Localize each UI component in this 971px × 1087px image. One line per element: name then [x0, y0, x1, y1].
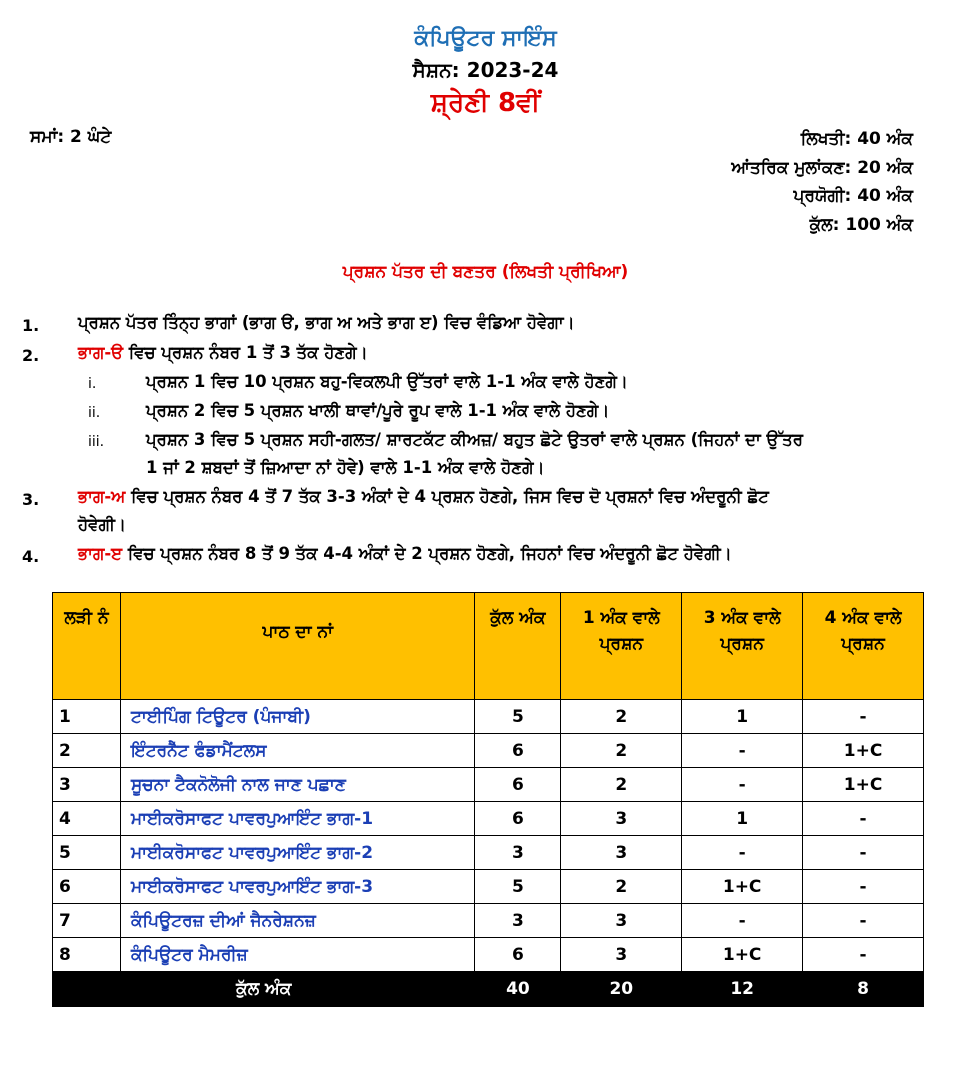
cell-four-mark: - [803, 904, 924, 938]
cell-serial: 3 [53, 768, 121, 802]
class-label: ਸ਼੍ਰੇਣੀ 8ਵੀਂ [430, 88, 541, 118]
table-header-row [53, 593, 924, 700]
table-row [53, 700, 924, 734]
marks-practical: ਪ੍ਰਯੋਗੀ: 40 ਅੰਕ [793, 186, 913, 206]
sub-item-number: iii. [88, 434, 105, 450]
table-row [53, 870, 924, 904]
cell-three-mark: 1 [682, 700, 803, 734]
sub-item-1: ਪ੍ਰਸ਼ਨ 1 ਵਿਚ 10 ਪ੍ਰਸ਼ਨ ਬਹੁ-ਵਿਕਲਪੀ ਉੱਤਰਾਂ ਵਾਲੇ 1-1 ਅੰਕ ਵਾਲੇ ਹੋਣਗੇ। [146, 372, 628, 391]
cell-total: 3 [475, 836, 561, 870]
cell-one-mark: 3 [561, 802, 682, 836]
table-row [53, 904, 924, 938]
marks-internal: ਆਂਤਰਿਕ ਮੁਲਾਂਕਣ: 20 ਅੰਕ [731, 157, 913, 178]
cell-four-mark: - [803, 700, 924, 734]
cell-serial: 5 [53, 836, 121, 870]
part-b-label: ਭਾਗ-ਅ [78, 487, 126, 506]
cell-three-mark: 1+C [682, 938, 803, 972]
total-three-mark: 12 [682, 972, 803, 1007]
sub-item-3-line2: 1 ਜਾਂ 2 ਸ਼ਬਦਾਂ ਤੋਂ ਜ਼ਿਆਦਾ ਨਾਂ ਹੋਵੇ) ਵਾਲੇ 1-1 ਅੰਕ ਵਾਲੇ ਹੋਣਗੇ। [146, 458, 545, 477]
cell-total: 3 [475, 904, 561, 938]
marks-breakdown [731, 125, 913, 239]
instruction-item-2 [78, 343, 368, 363]
header-three-mark: 3 ਅੰਕ ਵਾਲੇ ਪ੍ਰਸ਼ਨ [682, 593, 803, 700]
cell-total: 5 [475, 870, 561, 904]
sub-item-number: ii. [88, 405, 101, 421]
cell-serial: 8 [53, 938, 121, 972]
sub-item-number: i. [88, 376, 97, 392]
header-one-mark: 1 ਅੰਕ ਵਾਲੇ ਪ੍ਰਸ਼ਨ [561, 593, 682, 700]
cell-serial: 2 [53, 734, 121, 768]
header-four-mark: 4 ਅੰਕ ਵਾਲੇ ਪ੍ਰਸ਼ਨ [803, 593, 924, 700]
cell-lesson: ਇੰਟਰਨੈੱਟ ਫੰਡਾਮੈਂਟਲਸ [120, 734, 475, 768]
cell-one-mark: 3 [561, 938, 682, 972]
sub-item-2: ਪ੍ਰਸ਼ਨ 2 ਵਿਚ 5 ਪ੍ਰਸ਼ਨ ਖਾਲੀ ਥਾਵਾਂ/ਪੂਰੇ ਰੂਪ ਵਾਲੇ 1-1 ਅੰਕ ਵਾਲੇ ਹੋਣਗੇ। [146, 401, 610, 420]
instruction-number: 1. [22, 316, 40, 335]
total-row [53, 972, 924, 1007]
header-total: ਕੁੱਲ ਅੰਕ [475, 593, 561, 700]
cell-lesson: ਕੰਪਿਊਟਰਜ਼ ਦੀਆਂ ਜੈਨਰੇਸ਼ਨਜ਼ [120, 904, 475, 938]
subject-title: ਕੰਪਿਊਟਰ ਸਾਇੰਸ [414, 26, 557, 51]
time-duration: ਸਮਾਂ: 2 ਘੰਟੇ [30, 127, 112, 147]
sub-item-3-line1: ਪ੍ਰਸ਼ਨ 3 ਵਿਚ 5 ਪ੍ਰਸ਼ਨ ਸਹੀ-ਗਲਤ/ ਸ਼ਾਰਟਕੱਟ ਕੀਅਜ਼/ ਬਹੁਤ ਛੋਟੇ ਉਤਰਾਂ ਵਾਲੇ ਪ੍ਰਸ਼ਨ (ਜਿਹਨਾਂ ਦਾ ਉੱਤਰ [146, 430, 803, 449]
instruction-number: 4. [22, 547, 40, 566]
cell-total: 6 [475, 938, 561, 972]
table-row [53, 768, 924, 802]
cell-four-mark: 1+C [803, 734, 924, 768]
cell-lesson: ਮਾਈਕਰੋਸਾਫਟ ਪਾਵਰਪੁਆਇੰਟ ਭਾਗ-2 [120, 836, 475, 870]
cell-serial: 4 [53, 802, 121, 836]
total-label: ਕੁੱਲ ਅੰਕ [53, 972, 475, 1007]
instruction-text: ਵਿਚ ਪ੍ਰਸ਼ਨ ਨੰਬਰ 1 ਤੋਂ 3 ਤੱਕ ਹੋਣਗੇ। [123, 343, 368, 362]
cell-three-mark: 1 [682, 802, 803, 836]
cell-serial: 7 [53, 904, 121, 938]
cell-lesson: ਮਾਈਕਰੋਸਾਫਟ ਪਾਵਰਪੁਆਇੰਟ ਭਾਗ-1 [120, 802, 475, 836]
cell-total: 6 [475, 734, 561, 768]
cell-one-mark: 2 [561, 768, 682, 802]
instruction-text: ਵਿਚ ਪ੍ਰਸ਼ਨ ਨੰਬਰ 4 ਤੋਂ 7 ਤੱਕ 3-3 ਅੰਕਾਂ ਦੇ 4 ਪ੍ਰਸ਼ਨ ਹੋਣਗੇ, ਜਿਸ ਵਿਚ ਦੋ ਪ੍ਰਸ਼ਨਾਂ ਵਿਚ ਅੰਦਰੂਨੀ ਛੋਟ [125, 487, 769, 506]
cell-four-mark: - [803, 836, 924, 870]
table-row [53, 802, 924, 836]
cell-four-mark: - [803, 802, 924, 836]
cell-total: 6 [475, 768, 561, 802]
cell-three-mark: 1+C [682, 870, 803, 904]
marks-written: ਲਿਖਤੀ: 40 ਅੰਕ [800, 129, 913, 149]
instruction-item-3-cont: ਹੋਵੇਗੀ। [78, 515, 127, 534]
paper-structure-subtitle: ਪ੍ਰਸ਼ਨ ਪੱਤਰ ਦੀ ਬਣਤਰ (ਲਿਖਤੀ ਪ੍ਰੀਖਿਆ) [342, 262, 629, 282]
cell-three-mark: - [682, 734, 803, 768]
cell-serial: 6 [53, 870, 121, 904]
instruction-number: 2. [22, 346, 40, 365]
cell-lesson: ਟਾਈਪਿੰਗ ਟਿਊਟਰ (ਪੰਜਾਬੀ) [120, 700, 475, 734]
instruction-item-1: ਪ੍ਰਸ਼ਨ ਪੱਤਰ ਤਿੰਨ੍ਹ ਭਾਗਾਂ (ਭਾਗ ੳ, ਭਾਗ ਅ ਅਤੇ ਭਾਗ ੲ) ਵਿਚ ਵੰਡਿਆ ਹੋਵੇਗਾ। [78, 313, 575, 332]
total-four-mark: 8 [803, 972, 924, 1007]
cell-serial: 1 [53, 700, 121, 734]
table-row [53, 734, 924, 768]
cell-one-mark: 2 [561, 734, 682, 768]
cell-lesson: ਕੰਪਿਊਟਰ ਮੈਮਰੀਜ਼ [120, 938, 475, 972]
cell-three-mark: - [682, 904, 803, 938]
cell-total: 5 [475, 700, 561, 734]
cell-four-mark: 1+C [803, 768, 924, 802]
instruction-item-4 [78, 544, 732, 564]
table-row [53, 938, 924, 972]
cell-lesson: ਮਾਈਕਰੋਸਾਫਟ ਪਾਵਰਪੁਆਇੰਟ ਭਾਗ-3 [120, 870, 475, 904]
cell-four-mark: - [803, 870, 924, 904]
cell-one-mark: 2 [561, 700, 682, 734]
cell-three-mark: - [682, 768, 803, 802]
cell-four-mark: - [803, 938, 924, 972]
instruction-number: 3. [22, 490, 40, 509]
instruction-item-3 [78, 487, 769, 507]
cell-three-mark: - [682, 836, 803, 870]
header-serial: ਲੜੀ ਨੰ [53, 593, 121, 700]
part-a-label: ਭਾਗ-ੳ [78, 343, 124, 362]
cell-total: 6 [475, 802, 561, 836]
cell-one-mark: 3 [561, 904, 682, 938]
marks-total: ਕੁੱਲ: 100 ਅੰਕ [809, 214, 913, 235]
syllabus-table [52, 592, 924, 1007]
part-c-label: ਭਾਗ-ੲ [78, 544, 123, 563]
table-row [53, 836, 924, 870]
cell-lesson: ਸੂਚਨਾ ਟੈਕਨੋਲੋਜੀ ਨਾਲ ਜਾਣ ਪਛਾਣ [120, 768, 475, 802]
session-label: ਸੈਸ਼ਨ: 2023-24 [412, 58, 559, 82]
header-lesson: ਪਾਠ ਦਾ ਨਾਂ [120, 593, 475, 700]
cell-one-mark: 2 [561, 870, 682, 904]
cell-one-mark: 3 [561, 836, 682, 870]
instruction-text: ਵਿਚ ਪ੍ਰਸ਼ਨ ਨੰਬਰ 8 ਤੋਂ 9 ਤੱਕ 4-4 ਅੰਕਾਂ ਦੇ 2 ਪ੍ਰਸ਼ਨ ਹੋਣਗੇ, ਜਿਹਨਾਂ ਵਿਚ ਅੰਦਰੂਨੀ ਛੋਟ ਹੋਵੇਗੀ। [122, 544, 732, 563]
total-one-mark: 20 [561, 972, 682, 1007]
total-marks: 40 [475, 972, 561, 1007]
